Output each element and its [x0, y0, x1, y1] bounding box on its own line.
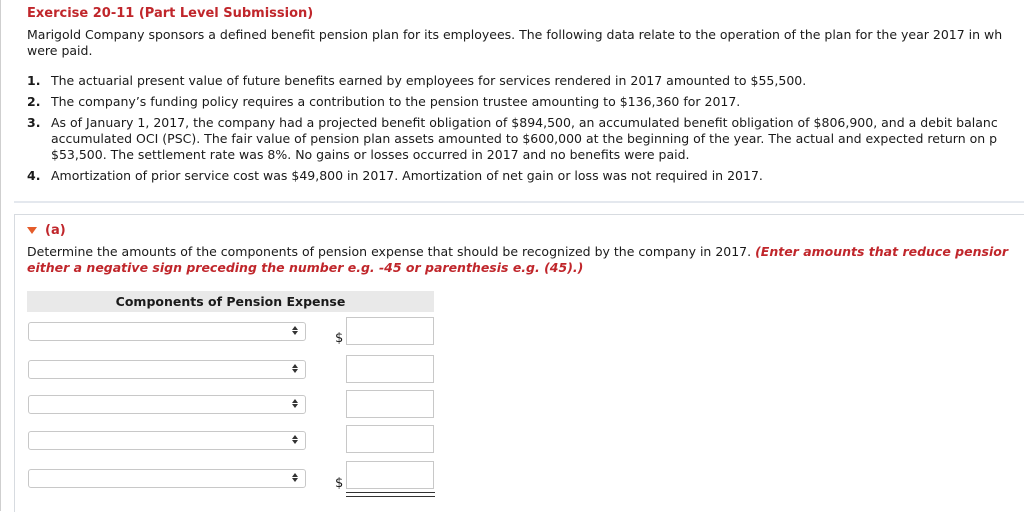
item-text: The actuarial present value of future benefits earned by employees for services rendered in 2017 amounted to $55,500.	[51, 73, 807, 88]
instruction-line	[27, 244, 1024, 260]
data-list	[27, 73, 1024, 189]
part-a-header[interactable]	[27, 223, 66, 238]
collapse-triangle-icon[interactable]	[27, 227, 37, 234]
component-select-3[interactable]	[28, 395, 306, 414]
amount-input-4[interactable]	[346, 425, 434, 453]
part-a-label: (a)	[45, 223, 66, 238]
item-number: 4.	[27, 168, 41, 183]
select-arrows-icon	[292, 399, 299, 410]
instruction-note: either a negative sign preceding the number e.g. -45 or parenthesis e.g. (45).)	[27, 260, 584, 275]
part-a-instruction	[27, 244, 1024, 276]
item-text: The company’s funding policy requires a contribution to the pension trustee amounting to $136,360 for 2017.	[51, 94, 741, 109]
exercise-title: Exercise 20-11 (Part Level Submission)	[27, 6, 314, 21]
total-amount-input[interactable]	[346, 461, 434, 489]
item-text: Amortization of prior service cost was $49,800 in 2017. Amortization of net gain or loss was not required in 2017.	[51, 168, 763, 183]
intro-line: were paid.	[27, 43, 93, 58]
list-item	[27, 115, 1024, 163]
list-item	[27, 94, 1024, 110]
component-select-4[interactable]	[28, 431, 306, 450]
frame-border	[0, 0, 1, 511]
problem-intro	[27, 27, 1024, 59]
component-select-total[interactable]	[28, 469, 306, 488]
amount-input-3[interactable]	[346, 390, 434, 418]
item-text: accumulated OCI (PSC). The fair value of pension plan assets amounted to $600,000 at the beginning of the year. The actual and expected return on p	[51, 131, 998, 146]
total-double-underline	[346, 496, 435, 497]
select-arrows-icon	[292, 435, 299, 446]
component-select-2[interactable]	[28, 360, 306, 379]
instruction-text: Determine the amounts of the components of pension expense that should be recognized by the company in 2017.	[27, 244, 756, 259]
select-arrows-icon	[292, 364, 299, 375]
component-select-1[interactable]	[28, 322, 306, 341]
select-arrows-icon	[292, 473, 299, 484]
item-number: 2.	[27, 94, 41, 109]
dollar-sign: $	[335, 476, 344, 491]
item-text: As of January 1, 2017, the company had a projected benefit obligation of $894,500, an accumulated benefit obligation of $806,900, and a debit balanc	[51, 115, 998, 130]
instruction-note: (Enter amounts that reduce pensior	[755, 244, 1008, 259]
list-item	[27, 168, 1024, 184]
amount-input-2[interactable]	[346, 355, 434, 383]
item-number: 3.	[27, 115, 41, 130]
amount-input-1[interactable]	[346, 317, 434, 345]
item-text: $53,500. The settlement rate was 8%. No gains or losses occurred in 2017 and no benefits were paid.	[51, 147, 690, 162]
components-table-header: Components of Pension Expense	[27, 291, 434, 312]
section-divider	[14, 201, 1024, 203]
item-number: 1.	[27, 73, 41, 88]
list-item	[27, 73, 1024, 89]
select-arrows-icon	[292, 326, 299, 337]
intro-line: Marigold Company sponsors a defined benefit pension plan for its employees. The following data relate to the operation of the plan for the year 2017 in wh	[27, 27, 1003, 42]
dollar-sign: $	[335, 331, 344, 346]
total-underline	[346, 492, 435, 493]
